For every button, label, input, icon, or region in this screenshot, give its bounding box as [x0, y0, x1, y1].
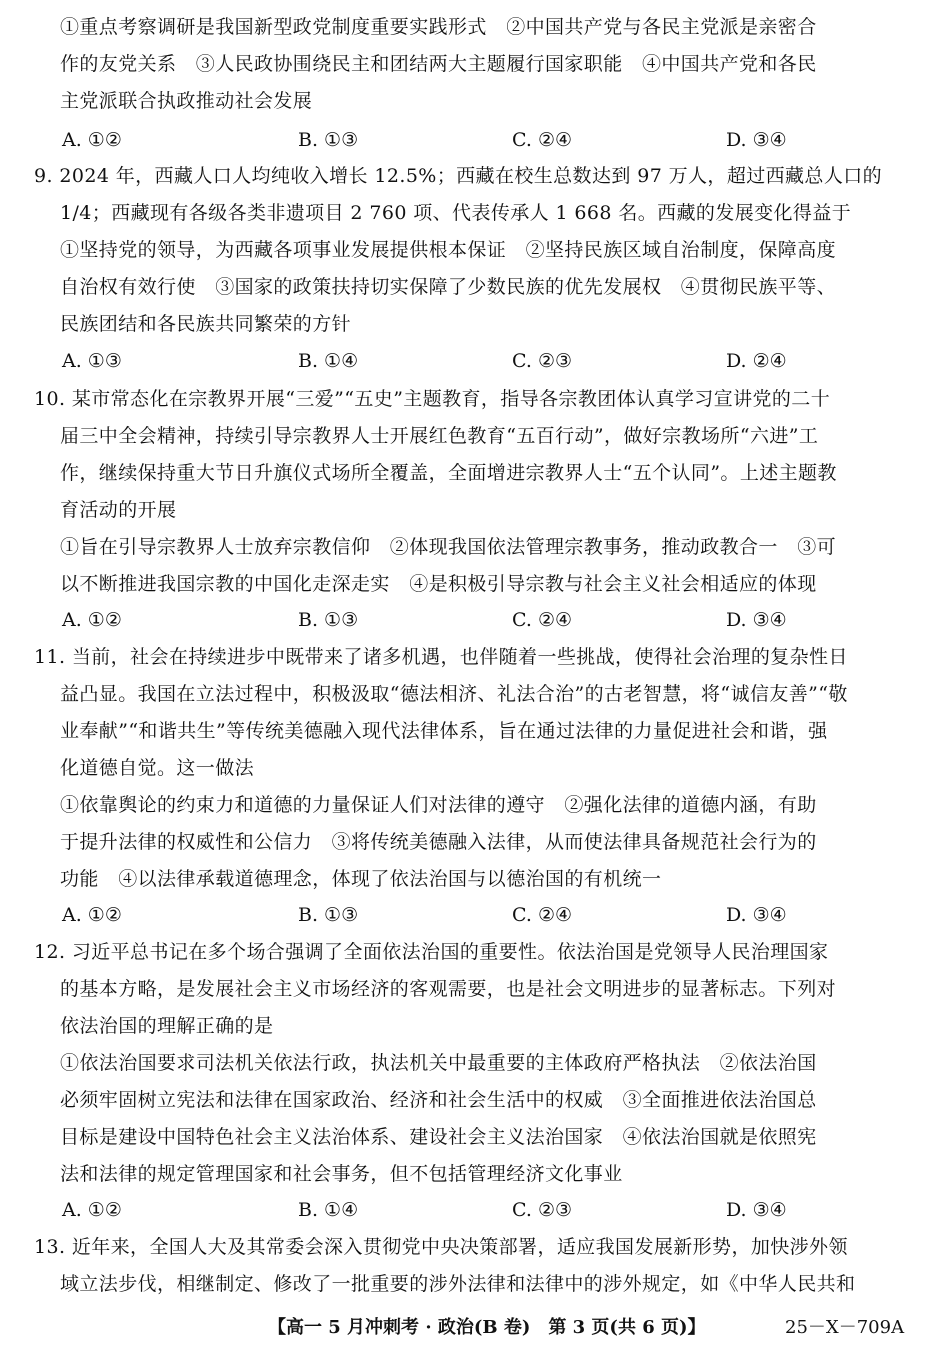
q10-statement-line: ①旨在引导宗教界人士放弃宗教信仰 ②体现我国依法管理宗教事务，推动政教合一 ③可 — [60, 536, 837, 558]
q12-statement-line: ①依法治国要求司法机关依法行政，执法机关中最重要的主体政府严格执法 ②依法治国 — [60, 1052, 817, 1074]
q8-statement-line: 主党派联合执政推动社会发展 — [60, 90, 313, 112]
q10-option-b: B. ①③ — [298, 609, 359, 631]
q11-statement-line: ①依靠舆论的约束力和道德的力量保证人们对法律的遵守 ②强化法律的道德内涵，有助 — [60, 794, 817, 816]
q12-statement-line: 法和法律的规定管理国家和社会事务，但不包括管理经济文化事业 — [60, 1163, 623, 1185]
q8-option-c: C. ②④ — [512, 129, 573, 151]
q12-option-d: D. ③④ — [726, 1199, 787, 1221]
q10-stem-line: 10. 某市常态化在宗教界开展“三爱”“五史”主题教育，指导各宗教团体认真学习宣讲党的二十 — [34, 388, 831, 410]
q11-stem-line: 益凸显。我国在立法过程中，积极汲取“德法相济、礼法合治”的古老智慧，将“诚信友善”“敬 — [60, 683, 848, 705]
q13-stem-line: 13. 近年来，全国人大及其常委会深入贯彻党中央决策部署，适应我国发展新形势，加快涉外领 — [34, 1236, 848, 1258]
q9-option-a: A. ①③ — [62, 350, 122, 372]
q10-stem-line: 作，继续保持重大节日升旗仪式场所全覆盖，全面增进宗教界人士“五个认同”。上述主题教 — [60, 462, 837, 484]
q12-statement-line: 目标是建设中国特色社会主义法治体系、建设社会主义法治国家 ④依法治国就是依照宪 — [60, 1126, 817, 1148]
q9-statement-line: ①坚持党的领导，为西藏各项事业发展提供根本保证 ②坚持民族区域自治制度，保障高度 — [60, 239, 837, 261]
footer-exam-info: 【高一 5 月冲刺考 · 政治(B 卷) 第 3 页(共 6 页)】 — [268, 1317, 706, 1338]
q10-option-a: A. ①② — [62, 609, 122, 631]
q9-option-b: B. ①④ — [298, 350, 359, 372]
q8-statement-line: ①重点考察调研是我国新型政党制度重要实践形式 ②中国共产党与各民主党派是亲密合 — [60, 16, 817, 38]
q9-option-d: D. ②④ — [726, 350, 787, 372]
q11-option-d: D. ③④ — [726, 904, 787, 926]
q8-option-d: D. ③④ — [726, 129, 787, 151]
q13-stem-line: 域立法步伐，相继制定、修改了一批重要的涉外法律和法律中的涉外规定，如《中华人民共和 — [60, 1273, 856, 1295]
q11-option-a: A. ①② — [62, 904, 122, 926]
q9-statement-line: 民族团结和各民族共同繁荣的方针 — [60, 313, 352, 335]
q9-statement-line: 自治权有效行使 ③国家的政策扶持切实保障了少数民族的优先发展权 ④贯彻民族平等、 — [60, 276, 837, 298]
q11-stem-line: 化道德自觉。这一做法 — [60, 757, 255, 779]
page-footer — [0, 1313, 950, 1343]
q11-option-c: C. ②④ — [512, 904, 573, 926]
q12-option-b: B. ①④ — [298, 1199, 359, 1221]
q9-stem-line: 1/4；西藏现有各级各类非遗项目 2 760 项、代表传承人 1 668 名。西藏的发展变化得益于 — [60, 202, 852, 224]
footer-exam-code: 25－X－709A — [785, 1317, 905, 1338]
q12-stem-line: 12. 习近平总书记在多个场合强调了全面依法治国的重要性。依法治国是党领导人民治理国家 — [34, 941, 829, 963]
q12-stem-line: 的基本方略，是发展社会主义市场经济的客观需要，也是社会文明进步的显著标志。下列对 — [60, 978, 837, 1000]
q11-stem-line: 业奉献”“和谐共生”等传统美德融入现代法律体系，旨在通过法律的力量促进社会和谐，强 — [60, 720, 828, 742]
q12-statement-line: 必须牢固树立宪法和法律在国家政治、经济和社会生活中的权威 ③全面推进依法治国总 — [60, 1089, 817, 1111]
q12-option-a: A. ①② — [62, 1199, 122, 1221]
q11-statement-line: 于提升法律的权威性和公信力 ③将传统美德融入法律，从而使法律具备规范社会行为的 — [60, 831, 817, 853]
q11-statement-line: 功能 ④以法律承载道德理念，体现了依法治国与以德治国的有机统一 — [60, 868, 662, 890]
q9-option-c: C. ②③ — [512, 350, 573, 372]
q11-option-b: B. ①③ — [298, 904, 359, 926]
q10-stem-line: 育活动的开展 — [60, 499, 177, 521]
q8-option-a: A. ①② — [62, 129, 122, 151]
q9-stem-line: 9. 2024 年，西藏人口人均纯收入增长 12.5%；西藏在校生总数达到 97 万人，超过西藏总人口的 — [34, 165, 883, 187]
q10-statement-line: 以不断推进我国宗教的中国化走深走实 ④是积极引导宗教与社会主义社会相适应的体现 — [60, 573, 817, 595]
q10-option-c: C. ②④ — [512, 609, 573, 631]
q11-stem-line: 11. 当前，社会在持续进步中既带来了诸多机遇，也伴随着一些挑战，使得社会治理的复杂性日 — [34, 646, 848, 668]
q8-option-b: B. ①③ — [298, 129, 359, 151]
q10-option-d: D. ③④ — [726, 609, 787, 631]
q12-option-c: C. ②③ — [512, 1199, 573, 1221]
q10-stem-line: 届三中全会精神，持续引导宗教界人士开展红色教育“五百行动”，做好宗教场所“六进”工 — [60, 425, 819, 447]
q12-stem-line: 依法治国的理解正确的是 — [60, 1015, 274, 1037]
q8-statement-line: 作的友党关系 ③人民政协围绕民主和团结两大主题履行国家职能 ④中国共产党和各民 — [60, 53, 817, 75]
